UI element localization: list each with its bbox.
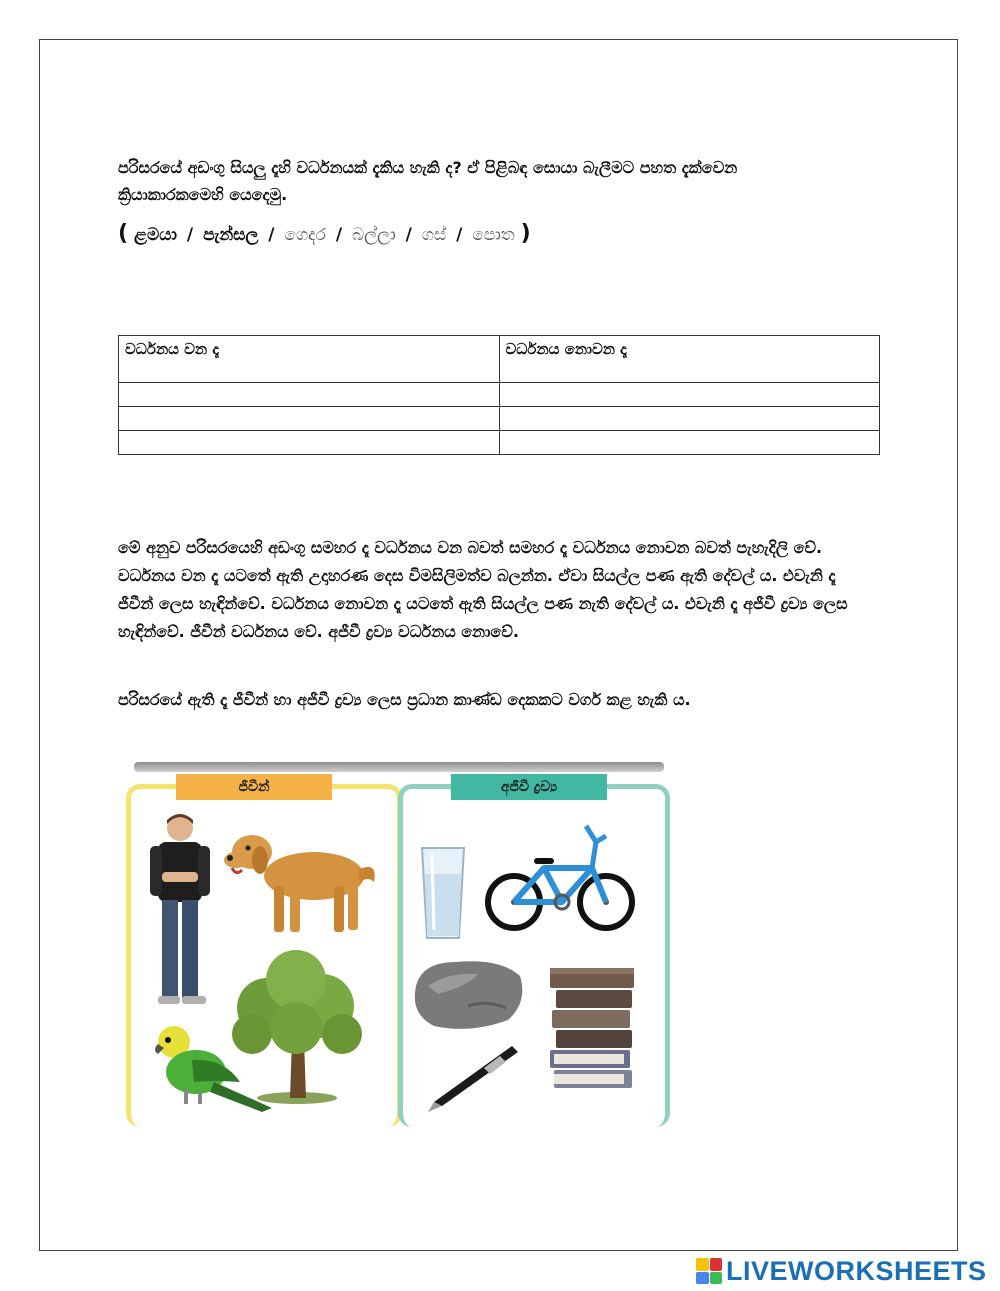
- pen-image: [420, 1040, 520, 1114]
- parrot-image: [144, 1022, 274, 1118]
- word-book: පොත: [472, 225, 515, 245]
- classification-text: පරිසරයේ ඇති දෑ ජීවීන් හා අජීවී ද්‍රව්‍ය ලෙස ප්‍රධාන කාණ්ඩ දෙකකට වර්ග කළ හැකි ය.: [118, 690, 691, 709]
- panel-shadow-bar: [134, 762, 664, 772]
- word-pencil: පැන්සල: [203, 225, 259, 245]
- answer-cell-growing-1[interactable]: [119, 383, 500, 407]
- word-child: ළමයා: [133, 225, 177, 245]
- liveworksheets-logo: [696, 1256, 987, 1286]
- header-growing: වර්ධනය වන දෑ: [119, 336, 500, 383]
- word-dog: බල්ලා: [352, 225, 396, 245]
- sorting-table: [118, 335, 880, 455]
- books-image: [542, 952, 642, 1112]
- living-label: ජීවීන්: [176, 774, 332, 800]
- word-list-open: (: [118, 221, 129, 246]
- word-list-close: ): [520, 221, 531, 246]
- explanation-text: මේ අනුව පරිසරයෙහි අඩංගු සමහර දෑ වර්ධනය වන බවත් සමහර දෑ වර්ධනය නොවන බවත් පැහැදිලි වේ. වර්ධනය වන දෑ යටතේ ඇති උදාහරණ දෙස විමසිලිමත්ව බලන්න. ඒවා සියල්ල පණ ඇති දේවල් ය. එවැනි දෑ ජීවීන් ලෙස හැඳින්වේ. වර්ධනය නොවන දෑ යටතේ ඇති සියල්ල පණ නැති දේවල් ය. එවැනි දෑ අජීවී ද්‍රව්‍ය ලෙස හැඳින්වේ. ජීවීන් වර්ධනය වේ. අජීවී ද්‍රව්‍ය වර්ධනය නොවේ.: [118, 538, 848, 641]
- header-non-growing: වර්ධනය නොවන දෑ: [499, 336, 880, 383]
- answer-cell-growing-2[interactable]: [119, 407, 500, 431]
- nonliving-label: අජීවී ද්‍රව්‍ය: [451, 774, 607, 800]
- rock-image: [408, 956, 528, 1036]
- table-header-row: [119, 336, 880, 383]
- living-nonliving-figure: [126, 762, 666, 1124]
- bicycle-image: [482, 812, 642, 942]
- table-row: [119, 431, 880, 455]
- answer-cell-non-growing-3[interactable]: [499, 431, 880, 455]
- word-list: ( ළමයා / පැන්සල / ගෙදර / බල්ලා / ගස් / පොත ): [118, 221, 531, 246]
- glass-image: [418, 844, 468, 944]
- table-row: [119, 383, 880, 407]
- liveworksheets-icon: [696, 1258, 722, 1284]
- liveworksheets-wordmark: LIVEWORKSHEETS: [726, 1255, 987, 1286]
- word-trees: ගස්: [421, 225, 447, 245]
- boy-image: [140, 810, 220, 1010]
- answer-cell-growing-3[interactable]: [119, 431, 500, 455]
- answer-cell-non-growing-2[interactable]: [499, 407, 880, 431]
- answer-cell-non-growing-1[interactable]: [499, 383, 880, 407]
- word-home: ගෙදර: [284, 225, 326, 245]
- table-row: [119, 407, 880, 431]
- intro-text: පරිසරයේ අඩංගු සියලු දෑහි වර්ධනයක් දැකිය හැකි ද? ඒ පිළිබඳ සොයා බැලීමට පහත දැක්වෙන ක්‍රියාකාරකමෙහි යෙදෙමු.: [118, 158, 738, 204]
- dog-image: [222, 820, 382, 940]
